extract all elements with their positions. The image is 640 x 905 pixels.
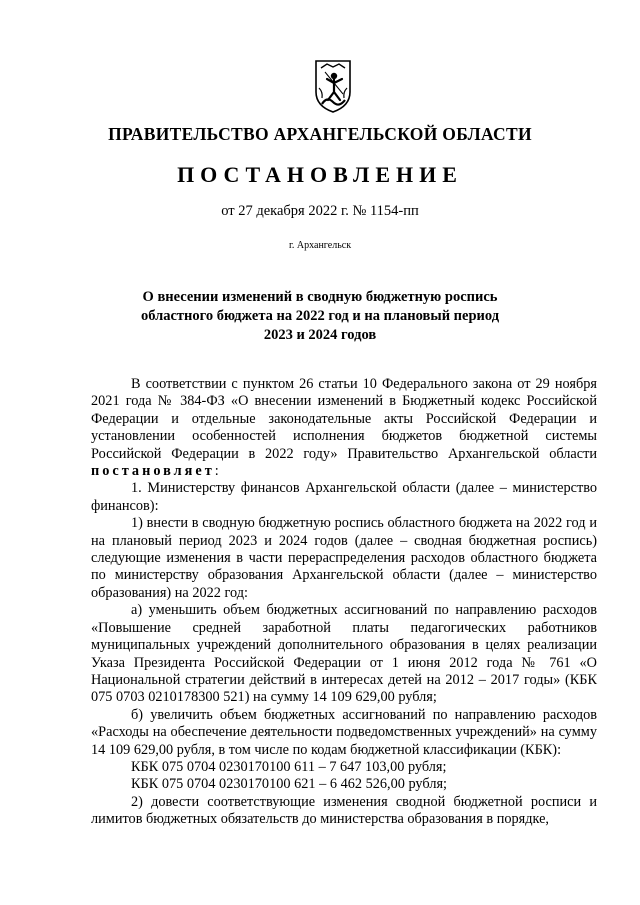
preamble-paragraph (91, 376, 597, 480)
paragraph-1-1-a: а) уменьшить объем бюджетных ассигнований по направлению расходов «Повышение средней заработной платы педагогических работников муниципальных учреждений дополнительного образования в целях реализации Указа Президента Российской Федерации от 1 июня 2012 года № 761 «О Национальной стратегии действий в интересах детей на 2012 – 2017 годы» (КБК 075 0703 0210178300 521) на сумму 14 109 629,00 рубля; (91, 602, 597, 706)
paragraph-1-1: 1) внести в сводную бюджетную роспись областного бюджета на 2022 год и на плановый период 2023 и 2024 годов (далее – сводная бюджетная роспись) следующие изменения в части перераспределения расходов областного бюджета по министерству образования Архангельской области (далее – министерство образования) на 2022 год: (91, 515, 597, 601)
resolves-word: постановляет (91, 463, 215, 480)
arkhangelsk-coat-of-arms-icon (313, 58, 353, 114)
paragraph-1-2: 2) довести соответствующие изменения сводной бюджетной росписи и лимитов бюджетных обязательств до министерства образования в порядке, (91, 793, 597, 828)
subject-line: О внесении изменений в сводную бюджетную роспись (142, 289, 498, 305)
government-name: ПРАВИТЕЛЬСТВО АРХАНГЕЛЬСКОЙ ОБЛАСТИ (108, 124, 532, 144)
document-city: г. Архангельск (288, 240, 352, 251)
subject-line: 2023 и 2024 годов (263, 327, 377, 343)
preamble-text: В соответствии с пунктом 26 статьи 10 Федерального закона от 29 ноября 2021 года № 384-ФЗ «О внесении изменений в Бюджетный кодекс Российской Федерации и отдельные законодательные акты Российской Федерации и установлении особенностей исполнения бюджетов бюджетной системы Российской Федерации в 2022 году» Правительство Архангельской области (91, 376, 597, 462)
document-subject (0, 288, 640, 345)
document-date-number: от 27 декабря 2022 г. № 1154-пп (221, 203, 419, 219)
kbk-line: КБК 075 0704 0230170100 621 – 6 462 526,00 рубля; (131, 776, 447, 793)
paragraph-1-1-b: б) увеличить объем бюджетных ассигнований по направлению расходов «Расходы на обеспечение деятельности подведомственных учреждений» на сумму 14 109 629,00 рубля, в том числе по кодам бюджетной классификации (КБК): (91, 706, 597, 758)
document-type: ПОСТАНОВЛЕНИЕ (177, 162, 463, 187)
subject-line: областного бюджета на 2022 год и на плановый период (140, 308, 500, 324)
paragraph-1: 1. Министерству финансов Архангельской области (далее – министерство финансов): (91, 480, 597, 514)
resolves-colon: : (214, 463, 219, 480)
document-body (91, 376, 597, 829)
kbk-line: КБК 075 0704 0230170100 611 – 7 647 103,00 рубля; (131, 758, 447, 775)
